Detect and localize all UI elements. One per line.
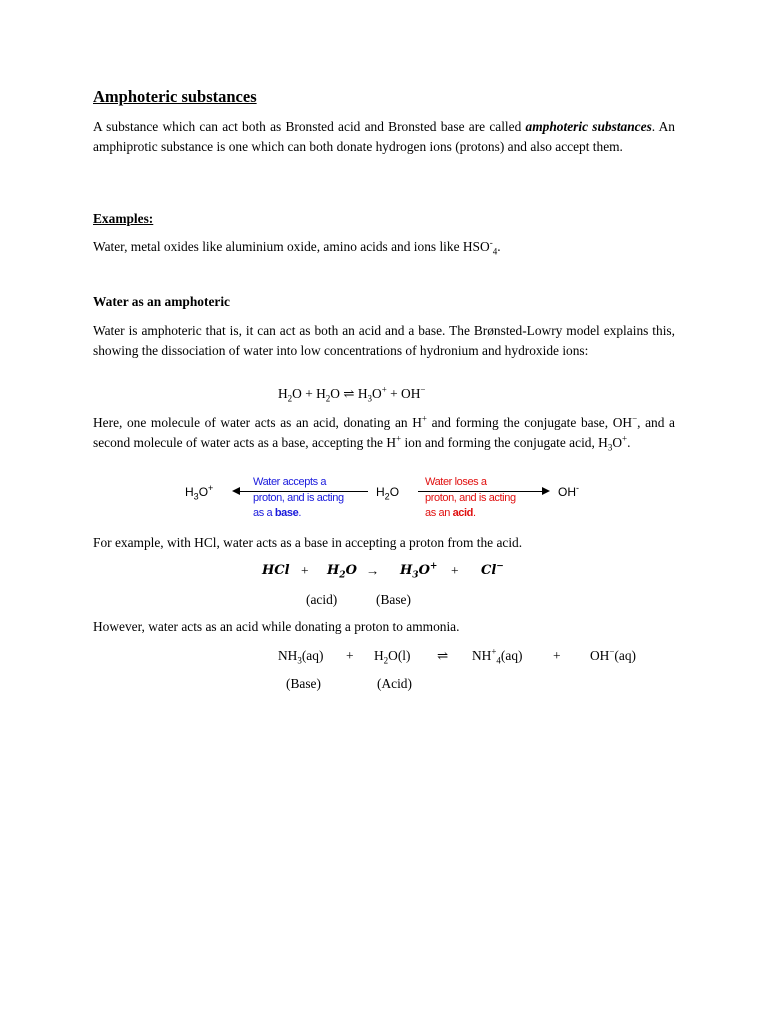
label-base: (Base)	[376, 592, 411, 607]
examples-body: Water, metal oxides like aluminium oxide, amino acids and ions like HSO	[93, 239, 490, 254]
label-acid: (acid)	[306, 592, 338, 607]
intro-paragraph	[93, 117, 675, 156]
hcl-intro: For example, with HCl, water acts as a base in accepting a proton from the acid.	[93, 535, 523, 550]
eq-oh: OH−(aq)	[590, 646, 636, 663]
eq-nh3-plus-2: +	[553, 648, 561, 663]
acid-note	[425, 475, 516, 522]
eq-hcl: HCl	[262, 563, 290, 578]
acid-note-line1: Water loses a	[425, 476, 487, 488]
water-equation: $H_2O + H_2O$ ⇌ $H_3O^+ + OH^-$	[278, 384, 426, 404]
eq-h3o: $H_3O^+$	[400, 561, 438, 581]
examples-ion-charge: -	[489, 237, 493, 248]
examples-end: .	[497, 239, 501, 254]
water-heading: Water as an amphoteric	[93, 294, 230, 309]
intro-text-end: . An amphiprotic substance is one which can both donate hydrogen ions (protons) and also accept them.	[93, 119, 675, 154]
eq-arrow: →	[366, 563, 380, 578]
eq-nh3-arrow: ⇌	[437, 648, 449, 663]
hydroxide-label: OH-	[558, 483, 579, 499]
intro-text: A substance which can act both as Bronsted acid and Bronsted base are called	[93, 119, 526, 134]
examples-ion-sub: 4	[492, 246, 498, 257]
arrow-right-head-icon	[542, 487, 550, 495]
base-note	[253, 475, 344, 522]
examples-text	[93, 238, 501, 256]
eq-nh3: $NH_3(aq)$	[278, 648, 324, 666]
eq-water: $H_2O(l)$	[374, 648, 411, 666]
hydronium-label: $H_3O^+$	[185, 483, 214, 502]
acid-note-line2: proton, and is acting	[425, 491, 516, 504]
label-nh3-base: (Base)	[286, 676, 321, 691]
water-paragraph: Water is amphoteric that is, it can act as both an acid and a base. The Brønsted-Lowry model explains this, showing the dissociation of water into low concentrations of hydronium and hydroxide ions:	[93, 323, 675, 358]
eq-h2o: $H_2O$	[327, 563, 357, 581]
eq-nh4: $NH^+_4(aq)$	[472, 646, 523, 666]
acid-note-line3: as an acid.	[425, 507, 476, 519]
conjugate-paragraph: Here, one molecule of water acts as an acid, donating an H+ and forming the conjugate base, OH−, and a second molecule of water acts as a base, accepting the H+ ion and forming the conjugate acid, $H_3O^+$.	[93, 413, 676, 453]
base-note-line3: as a base.	[253, 507, 301, 519]
nh3-intro: However, water acts as an acid while donating a proton to ammonia.	[93, 619, 460, 634]
eq-plus-2: +	[451, 563, 459, 578]
page-title: Amphoteric substances	[93, 87, 257, 106]
eq-plus-1: +	[301, 563, 309, 578]
eq-cl: Cl−	[481, 561, 504, 578]
base-note-line1: Water accepts a	[253, 476, 327, 488]
water-label: $H_2O$	[376, 485, 400, 502]
intro-emphasis: amphoteric substances	[525, 119, 652, 134]
base-note-line2: proton, and is acting	[253, 491, 344, 504]
examples-heading: Examples:	[93, 211, 154, 226]
eq-nh3-plus-1: +	[346, 648, 354, 663]
label-water-acid: (Acid)	[377, 676, 412, 691]
